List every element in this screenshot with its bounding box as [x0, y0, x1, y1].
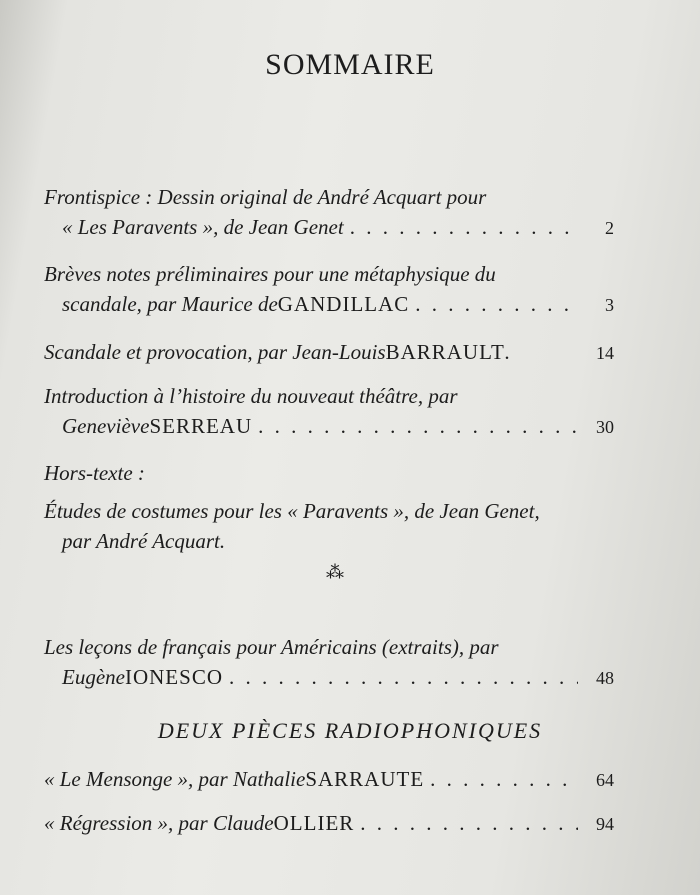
- page-title: SOMMAIRE: [265, 48, 435, 81]
- toc-entry-serreau: [44, 381, 614, 442]
- author-name: GANDILLAC: [277, 292, 410, 316]
- page-number: 94: [596, 814, 614, 834]
- entry-line: [44, 289, 614, 320]
- entry-text: Scandale et provocation, par Jean-Louis: [44, 340, 386, 364]
- page-number: 64: [596, 770, 614, 790]
- entry-text: .: [504, 340, 511, 364]
- entry-line: [44, 526, 614, 556]
- dot-leader: [350, 212, 578, 242]
- entry-line: [44, 632, 614, 662]
- dot-leader: [430, 764, 578, 794]
- entry-text: Études de costumes pour les « Paravents », de Jean Genet,: [44, 499, 540, 523]
- dot-leader: [360, 808, 578, 838]
- entry-line: [44, 212, 614, 243]
- entry-text: scandale, par Maurice de: [62, 292, 278, 316]
- toc-entry-ollier: [44, 808, 614, 839]
- author-name: SERREAU: [149, 414, 253, 438]
- section-title: DEUX PIÈCES RADIOPHONIQUES: [157, 718, 543, 743]
- author-name: SARRAUTE: [305, 767, 425, 791]
- entry-text: « Régression », par Claude: [44, 811, 274, 835]
- entry-line: [44, 808, 614, 839]
- entry-text: Introduction à l’histoire du nouveaut théâtre, par: [44, 384, 458, 408]
- dot-leader: [229, 662, 578, 692]
- entry-line: [44, 662, 614, 693]
- entry-text: « Le Mensonge », par Nathalie: [44, 767, 306, 791]
- entry-text: Geneviève: [62, 414, 150, 438]
- toc-entry-ionesco: [44, 632, 614, 693]
- entry-line: [44, 496, 614, 526]
- page-number: 48: [596, 668, 614, 688]
- toc-entry-sarraute: [44, 764, 614, 795]
- entry-line: [44, 337, 614, 368]
- entry-text: « Les Paravents », de Jean Genet: [62, 215, 344, 239]
- dot-leader: [258, 411, 578, 441]
- entry-line: [44, 259, 614, 289]
- asterism-separator: ⁂: [326, 562, 344, 582]
- entry-text: par André Acquart.: [62, 529, 226, 553]
- author-name: IONESCO: [124, 665, 223, 689]
- entry-text: Hors-texte :: [44, 461, 145, 485]
- entry-line: [44, 381, 614, 411]
- toc-entry-barrault: [44, 337, 614, 368]
- page-number: 2: [605, 218, 614, 238]
- entry-text: Eugène: [62, 665, 125, 689]
- page-number: 30: [596, 417, 614, 437]
- author-name: OLLIER: [273, 811, 355, 835]
- toc-entry-hors-texte: [44, 458, 614, 556]
- author-name: BARRAULT: [385, 340, 505, 364]
- toc-entry-gandillac: [44, 259, 614, 320]
- entry-text: Les leçons de français pour Américains (extraits), par: [44, 635, 499, 659]
- entry-line: [44, 182, 614, 212]
- entry-line: [44, 411, 614, 442]
- toc-entry-frontispice: [44, 182, 614, 243]
- page-number: 3: [605, 295, 614, 315]
- entry-line: [44, 458, 614, 488]
- entry-text: Frontispice : Dessin original de André Acquart pour: [44, 185, 487, 209]
- page-number: 14: [596, 343, 614, 363]
- dot-leader: [415, 289, 578, 319]
- entry-text: Brèves notes préliminaires pour une métaphysique du: [44, 262, 496, 286]
- entry-line: [44, 764, 614, 795]
